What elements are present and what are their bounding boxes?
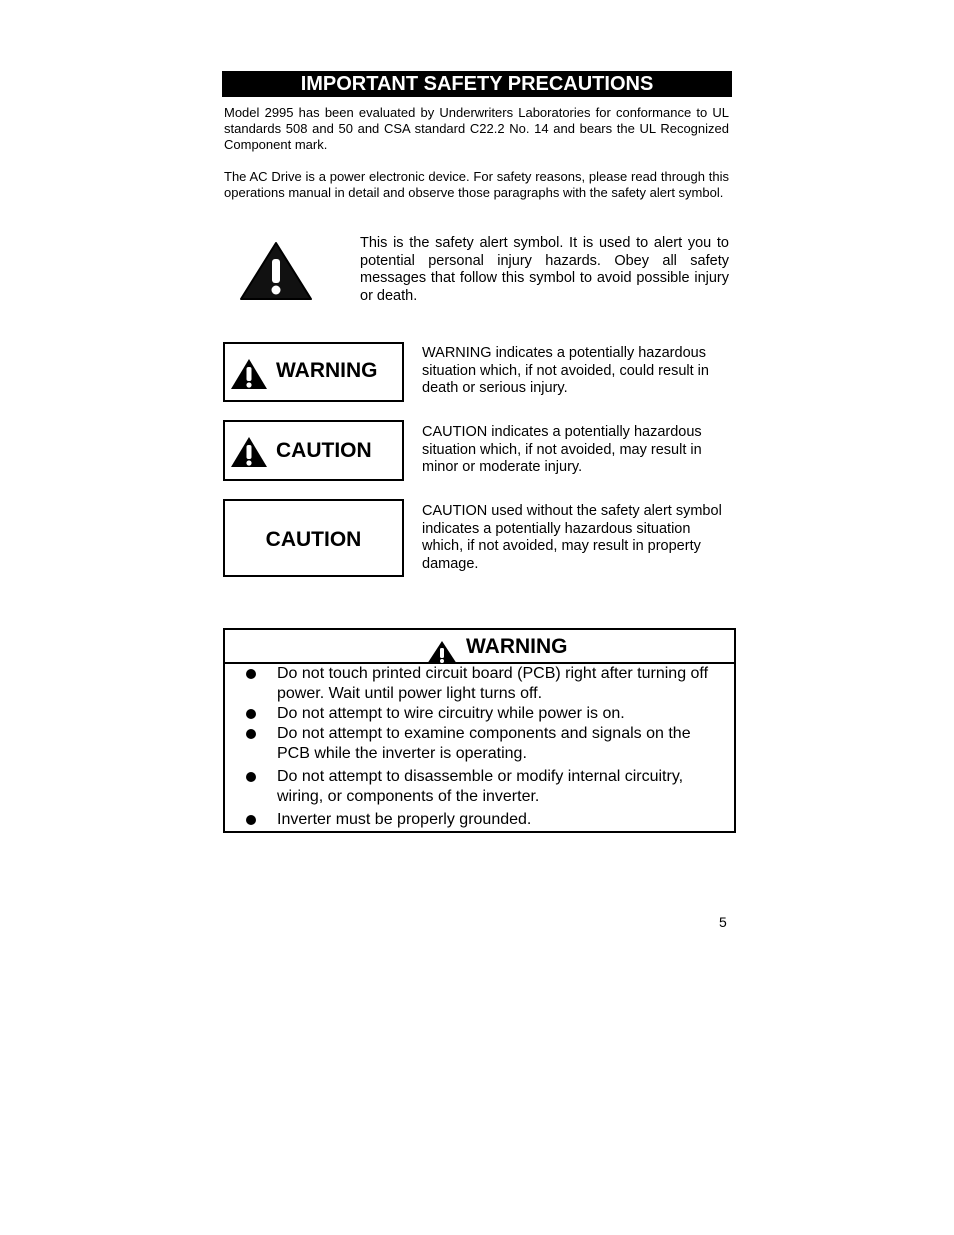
list-item-text: Inverter must be properly grounded. (277, 811, 532, 828)
bullet-icon (246, 815, 256, 825)
caution-signal-label: CAUTION (276, 439, 372, 462)
list-item-text: Do not attempt to examine components and signals on the PCB while the inverter is operating. (277, 725, 691, 762)
safety-intro-paragraph: The AC Drive is a power electronic device. For safety reasons, please read through this operations manual in detail and observe those paragraphs with the safety alert symbol. (224, 169, 729, 200)
warning-panel (223, 628, 736, 833)
caution-signal-description: CAUTION indicates a potentially hazardous situation which, if not avoided, may result in minor or moderate injury. (422, 424, 702, 476)
ul-conformance-paragraph: Model 2995 has been evaluated by Underwriters Laboratories for conformance to UL standards 508 and 50 and CSA standard C22.2 No. 14 and bears the UL Recognized Component mark. (224, 105, 729, 152)
warning-signal-description: WARNING indicates a potentially hazardous situation which, if not avoided, could result in death or serious injury. (422, 345, 709, 397)
warning-triangle-icon (426, 640, 458, 665)
bullet-icon (246, 669, 256, 679)
warning-signal-label: WARNING (276, 359, 378, 382)
warning-panel-header (225, 630, 734, 664)
safety-alert-triangle-icon (239, 241, 313, 301)
page-title: IMPORTANT SAFETY PRECAUTIONS (222, 71, 732, 97)
bullet-icon (246, 772, 256, 782)
caution-no-symbol-label: CAUTION (265, 528, 362, 551)
page-number: 5 (719, 914, 727, 930)
bullet-icon (246, 709, 256, 719)
warning-triangle-icon (230, 358, 268, 390)
warning-panel-heading: WARNING (466, 635, 568, 658)
safety-alert-description: This is the safety alert symbol. It is used to alert you to potential personal injury hazards. Obey all safety messages that follow this symbol to avoid possible injury or death. (360, 235, 729, 305)
caution-triangle-icon (230, 436, 268, 468)
caution-signal-box (223, 420, 404, 481)
warning-signal-box (223, 342, 404, 402)
caution-no-symbol-box (223, 499, 404, 577)
list-item-text: Do not attempt to wire circuitry while power is on. (277, 705, 625, 722)
list-item-text: Do not attempt to disassemble or modify internal circuitry, wiring, or components of the inverter. (277, 768, 684, 805)
bullet-icon (246, 729, 256, 739)
caution-no-symbol-description: CAUTION used without the safety alert symbol indicates a potentially hazardous situation which, if not avoided, may result in property damage. (422, 503, 722, 573)
list-item-text: Do not touch printed circuit board (PCB) right after turning off power. Wait until power light turns off. (277, 665, 709, 702)
